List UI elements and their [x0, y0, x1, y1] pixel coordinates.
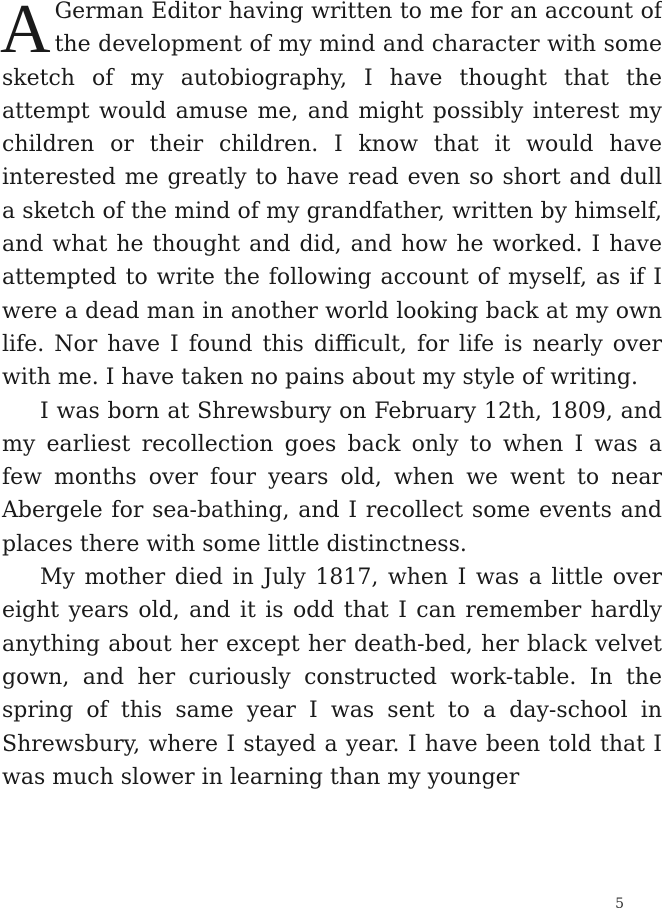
paragraph-3: My mother died in July 1817, when I was a little over eight years old, and it is odd that I can remember hardly anything about her except her death-bed, her black velvet gown, and her curiously constructed work-table. In the spring of this same year I was sent to a day-school in Shrewsbury, where I stayed a year. I have been told that I was much slower in learning than my younger [2, 565, 662, 790]
paragraph-1-text: German Editor having written to me for an account of the development of my mind and character with some sketch of my autobiography, I have thought that the attempt would amuse me, and might possibly interest my children or their children. I know that it would have interested me greatly to have read even so short and dull a sketch of the mind of my grandfather, written by himself, and what he thought and did, and how he worked. I have attempted to write the following account of myself, as if I were a dead man in another world looking back at my own life. Nor have I found this difficult, for life is nearly over with me. I have taken no pains about my style of writing. [2, 0, 662, 391]
paragraph-2: I was born at Shrewsbury on February 12th, 1809, and my earliest recollection goes back only to when I was a few months over four years old, when we went to near Abergele for sea-bathing, and I recollect some events and places there with some little distinctness. [2, 398, 662, 557]
body-text [2, 0, 662, 794]
page-number: 5 [615, 896, 624, 912]
drop-cap: A [0, 0, 51, 68]
paragraph-1 [2, 0, 662, 395]
